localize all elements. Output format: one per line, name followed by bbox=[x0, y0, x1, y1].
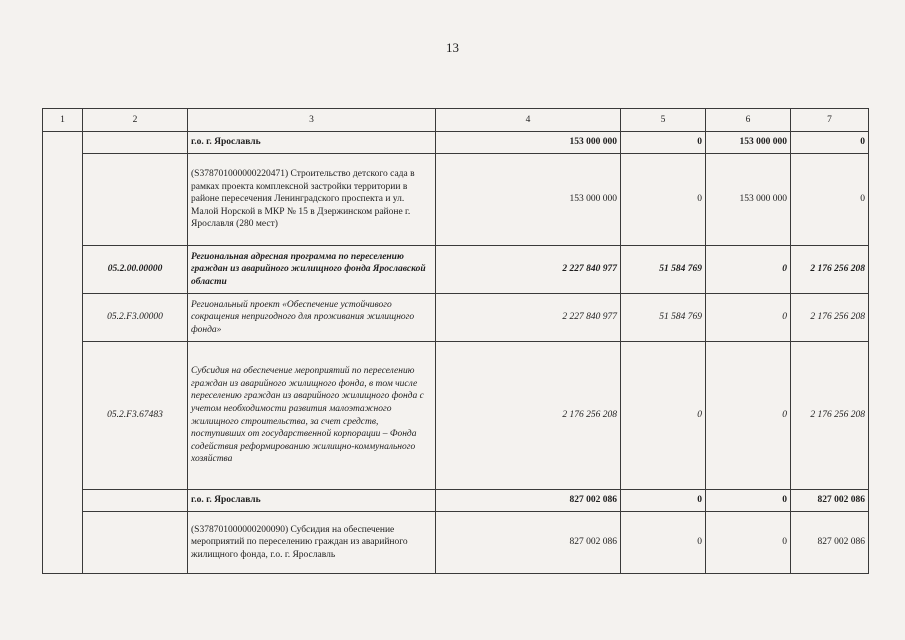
row-value-4: 2 227 840 977 bbox=[436, 246, 621, 294]
row-value-7: 0 bbox=[791, 132, 869, 154]
row-value-7: 827 002 086 bbox=[791, 490, 869, 512]
table-header-row bbox=[43, 109, 869, 132]
row-value-7: 827 002 086 bbox=[791, 512, 869, 574]
table-row bbox=[43, 132, 869, 154]
row-value-6: 153 000 000 bbox=[706, 132, 791, 154]
row-name: г.о. г. Ярославль bbox=[188, 490, 436, 512]
row-name: (S378701000000220471) Строительство детского сада в рамках проекта комплексной застройки территории в районе пересечения Ленинградского проспекта и ул. Малой Норской в МКР № 15 в Дзержинском районе г. Ярославля (280 мест) bbox=[188, 154, 436, 246]
row-code bbox=[83, 132, 188, 154]
row-code bbox=[83, 490, 188, 512]
row-value-5: 51 584 769 bbox=[621, 246, 706, 294]
row-code bbox=[83, 512, 188, 574]
row-value-6: 0 bbox=[706, 246, 791, 294]
col1-merged-cell bbox=[43, 132, 83, 574]
table-row bbox=[43, 246, 869, 294]
row-value-5: 0 bbox=[621, 512, 706, 574]
row-value-4: 153 000 000 bbox=[436, 154, 621, 246]
table-row bbox=[43, 154, 869, 246]
row-value-7: 2 176 256 208 bbox=[791, 342, 869, 490]
row-value-5: 0 bbox=[621, 342, 706, 490]
budget-table bbox=[42, 108, 869, 574]
header-col-1: 1 bbox=[43, 109, 83, 132]
row-value-4: 153 000 000 bbox=[436, 132, 621, 154]
row-name: Региональная адресная программа по переселению граждан из аварийного жилищного фонда Ярославской области bbox=[188, 246, 436, 294]
table-row bbox=[43, 294, 869, 342]
row-value-4: 2 176 256 208 bbox=[436, 342, 621, 490]
header-col-3: 3 bbox=[188, 109, 436, 132]
row-value-7: 2 176 256 208 bbox=[791, 294, 869, 342]
row-value-7: 2 176 256 208 bbox=[791, 246, 869, 294]
row-value-7: 0 bbox=[791, 154, 869, 246]
row-name: (S378701000000200090) Субсидия на обеспечение мероприятий по переселению граждан из аварийного жилищного фонда, г.о. г. Ярославль bbox=[188, 512, 436, 574]
row-name: Региональный проект «Обеспечение устойчивого сокращения непригодного для проживания жилищного фонда» bbox=[188, 294, 436, 342]
row-value-6: 153 000 000 bbox=[706, 154, 791, 246]
row-code: 05.2.00.00000 bbox=[83, 246, 188, 294]
row-name: Субсидия на обеспечение мероприятий по переселению граждан из аварийного жилищного фонда, в том числе переселению граждан из аварийного жилищного фонда с учетом необходимости развития малоэтажного жилищного строительства, за счет средств, поступивших от государственной корпорации – Фонда содействия реформированию жилищно-коммунального хозяйства bbox=[188, 342, 436, 490]
table-row bbox=[43, 342, 869, 490]
row-name: г.о. г. Ярославль bbox=[188, 132, 436, 154]
row-value-6: 0 bbox=[706, 490, 791, 512]
header-col-7: 7 bbox=[791, 109, 869, 132]
header-col-5: 5 bbox=[621, 109, 706, 132]
table-row bbox=[43, 512, 869, 574]
row-value-5: 0 bbox=[621, 490, 706, 512]
row-value-4: 2 227 840 977 bbox=[436, 294, 621, 342]
table-row bbox=[43, 490, 869, 512]
row-value-5: 0 bbox=[621, 132, 706, 154]
row-code: 05.2.F3.67483 bbox=[83, 342, 188, 490]
row-value-5: 0 bbox=[621, 154, 706, 246]
row-value-6: 0 bbox=[706, 512, 791, 574]
row-value-5: 51 584 769 bbox=[621, 294, 706, 342]
row-value-4: 827 002 086 bbox=[436, 512, 621, 574]
header-col-2: 2 bbox=[83, 109, 188, 132]
row-code: 05.2.F3.00000 bbox=[83, 294, 188, 342]
row-value-6: 0 bbox=[706, 342, 791, 490]
page-number: 13 bbox=[446, 40, 459, 55]
row-code bbox=[83, 154, 188, 246]
header-col-6: 6 bbox=[706, 109, 791, 132]
header-col-4: 4 bbox=[436, 109, 621, 132]
row-value-4: 827 002 086 bbox=[436, 490, 621, 512]
row-value-6: 0 bbox=[706, 294, 791, 342]
